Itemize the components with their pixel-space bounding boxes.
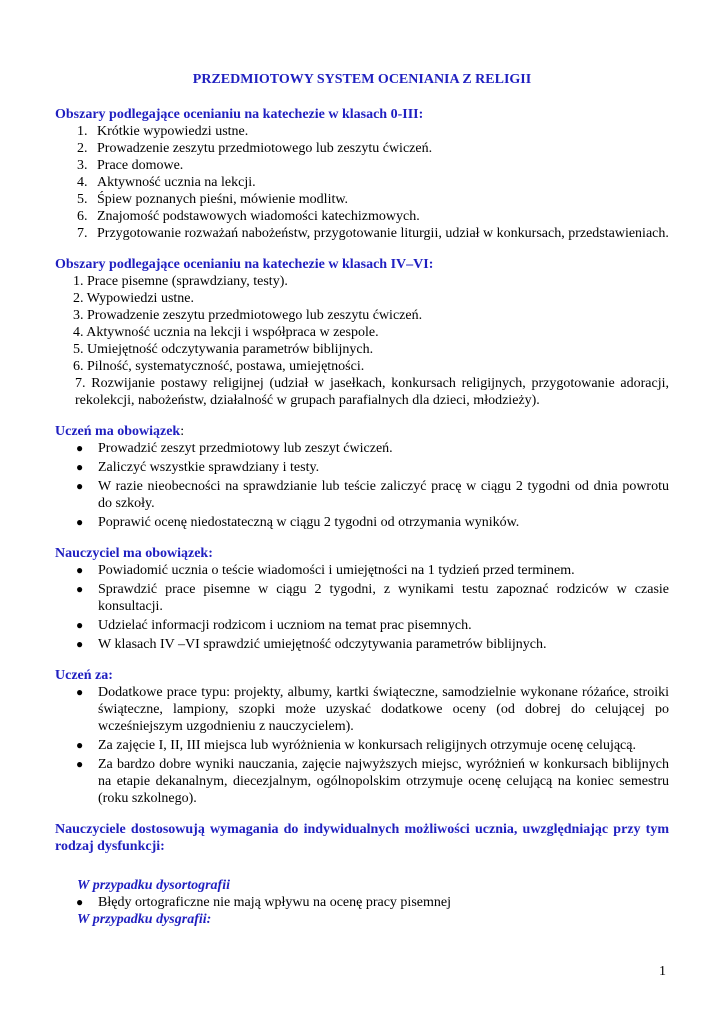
list-item: ● Zaliczyć wszystkie sprawdziany i testy. <box>76 460 320 475</box>
section-heading: Obszary podlegające ocenianiu na katechezie w klasach IV–VI: <box>55 257 434 272</box>
list-item: 2. Wypowiedzi ustne. <box>73 291 194 306</box>
list-item: ● Powiadomić ucznia o teście wiadomości i umiejętności na 1 tydzień przed terminem. <box>76 563 575 578</box>
section-adaptation <box>55 821 669 855</box>
section-student-duties <box>55 423 669 531</box>
list-item: 5. Śpiew poznanych pieśni, mówienie modlitw. <box>77 192 349 207</box>
section-areas-0-3 <box>55 106 669 242</box>
bullet-icon: ● <box>76 441 84 455</box>
section-student-rewards <box>55 667 669 807</box>
section-heading: Nauczyciele dostosowują wymagania do indywidualnych możliwości ucznia, uwzględniając przy tym rodzaj dysfunkcji: <box>55 822 669 854</box>
bullet-icon: ● <box>76 685 84 699</box>
subheading: W przypadku dysortografii <box>77 878 230 893</box>
list-item: 1. Krótkie wypowiedzi ustne. <box>77 124 249 139</box>
list-item: 7. Rozwijanie postawy religijnej (udział w jasełkach, konkursach religijnych, przygotowanie adoracji, rekolekcji, nabożeństw, działalność w grupach parafialnych dla dzieci, młodzieży). <box>75 376 669 408</box>
list-item: 4. Aktywność ucznia na lekcji i współpraca w zespole. <box>73 325 379 340</box>
list-item: 5. Umiejętność odczytywania parametrów biblijnych. <box>73 342 374 357</box>
bullet-list <box>55 562 669 653</box>
subheading: W przypadku dysgrafii: <box>77 912 212 927</box>
bullet-icon: ● <box>76 637 84 651</box>
bullet-icon: ● <box>76 515 84 529</box>
bullet-icon: ● <box>76 757 84 771</box>
list-item: 1. Prace pisemne (sprawdziany, testy). <box>73 274 288 289</box>
list-item: 6. Pilność, systematyczność, postawa, umiejętności. <box>73 359 365 374</box>
numbered-list <box>55 123 669 242</box>
section-heading: Obszary podlegające ocenianiu na katechezie w klasach 0-III: <box>55 107 424 122</box>
list-item: ● Błędy ortograficzne nie mają wpływu na ocenę pracy pisemnej <box>76 895 451 910</box>
bullet-icon: ● <box>76 460 84 474</box>
numbered-list <box>55 273 669 409</box>
section-dysfunctions <box>55 877 669 928</box>
document-page <box>55 72 669 928</box>
list-item: 4. Aktywność ucznia na lekcji. <box>77 175 256 190</box>
list-item: ● Poprawić ocenę niedostateczną w ciągu 2 tygodni od otrzymania wyników. <box>76 515 520 530</box>
list-item: ● Udzielać informacji rodzicom i uczniom na temat prac pisemnych. <box>76 618 472 633</box>
section-heading: Uczeń ma obowiązek: <box>55 424 185 439</box>
bullet-icon: ● <box>76 895 84 909</box>
list-item: ● Za bardzo dobre wyniki nauczania, zajęcie najwyższych miejsc, wyróżnień w konkursach biblijnych na etapie dekanalnym, diecezjalnym, ogólnopolskim otrzymuje ocenę celującą na koniec semestru (roku szkolnego). <box>76 757 669 806</box>
bullet-icon: ● <box>76 563 84 577</box>
section-areas-4-6 <box>55 256 669 409</box>
page-number: 1 <box>659 964 666 979</box>
list-item: ● Sprawdzić prace pisemne w ciągu 2 tygodni, z wynikami testu zapoznać rodziców w czasie konsultacji. <box>76 582 669 614</box>
section-teacher-duties <box>55 545 669 653</box>
list-item: 2. Prowadzenie zeszytu przedmiotowego lub zeszytu ćwiczeń. <box>77 141 433 156</box>
list-item: 7. Przygotowanie rozważań nabożeństw, przygotowanie liturgii, udział w konkursach, przedstawieniach. <box>77 226 669 241</box>
section-heading: Nauczyciel ma obowiązek: <box>55 546 213 561</box>
list-item: 3. Prowadzenie zeszytu przedmiotowego lub zeszytu ćwiczeń. <box>73 308 423 323</box>
bullet-icon: ● <box>76 479 84 493</box>
list-item: ● W klasach IV –VI sprawdzić umiejętność odczytywania parametrów biblijnych. <box>76 637 547 652</box>
bullet-icon: ● <box>76 738 84 752</box>
list-item: ● Za zajęcie I, II, III miejsca lub wyróżnienia w konkursach religijnych otrzymuje ocenę celującą. <box>76 738 636 753</box>
list-item: ● W razie nieobecności na sprawdzianie lub teście zaliczyć pracę w ciągu 2 tygodni od dnia powrotu do szkoły. <box>76 479 669 511</box>
bullet-list <box>55 684 669 807</box>
bullet-icon: ● <box>76 618 84 632</box>
list-item: 6. Znajomość podstawowych wiadomości katechizmowych. <box>77 209 420 224</box>
bullet-icon: ● <box>76 582 84 596</box>
list-item: ● Dodatkowe prace typu: projekty, albumy, kartki świąteczne, samodzielnie wykonane różańce, stroiki świąteczne, lampiony, szopki może uzyskać dodatkowe oceny (od dobrej do celującej po wcześniejszym uzgodnieniu z nauczycielem). <box>76 685 669 734</box>
section-heading: Uczeń za: <box>55 668 113 683</box>
page-title: PRZEDMIOTOWY SYSTEM OCENIANIA Z RELIGII <box>192 72 532 87</box>
bullet-list <box>55 440 669 531</box>
list-item: 3. Prace domowe. <box>77 158 184 173</box>
list-item: ● Prowadzić zeszyt przedmiotowy lub zeszyt ćwiczeń. <box>76 441 393 456</box>
bullet-list <box>55 894 669 911</box>
